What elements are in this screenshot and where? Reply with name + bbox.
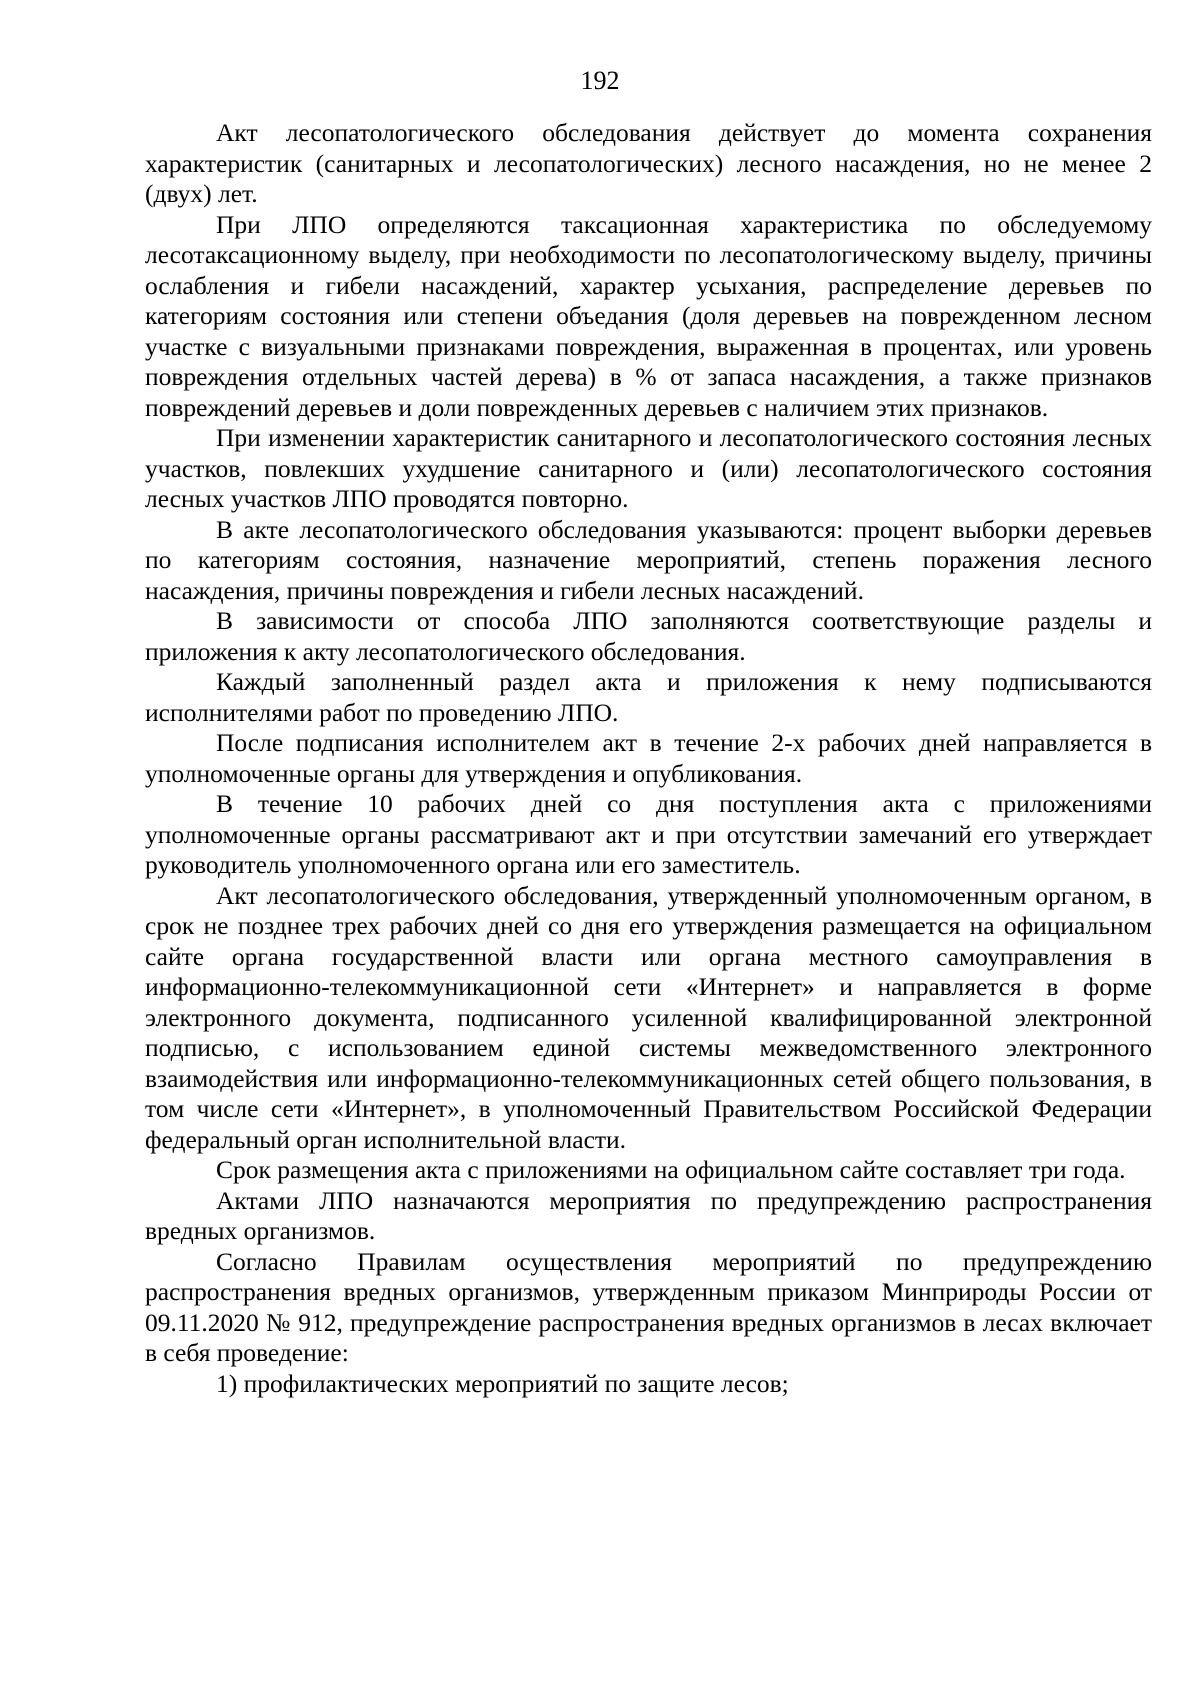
- page-number: 192: [580, 66, 620, 95]
- paragraph: 1) профилактических мероприятий по защите лесов;: [216, 1368, 789, 1398]
- paragraph: В зависимости от способа ЛПО заполняются соответствующие разделы и приложения к акту лесопатологического обследования.: [145, 606, 1152, 666]
- paragraph: В акте лесопатологического обследования указываются: процент выборки деревьев по категориям состояния, назначение мероприятий, степень поражения лесного насаждения, причины повреждения и гибели лесных насаждений.: [145, 514, 1152, 605]
- paragraph: Акт лесопатологического обследования действует до момента сохранения характеристик (санитарных и лесопатологических) лесного насаждения, но не менее 2 (двух) лет.: [145, 118, 1152, 208]
- body-text: [145, 118, 1152, 1399]
- paragraph: При изменении характеристик санитарного и лесопатологического состояния лесных участков, повлекших ухудшение санитарного и (или) лесопатологического состояния лесных участков ЛПО проводятся повторно.: [145, 423, 1152, 513]
- paragraph: Согласно Правилам осуществления мероприятий по предупреждению распространения вредных организмов, утвержденным приказом Минприроды России от 09.11.2020 № 912, предупреждение распространения вредных организмов в лесах включает в себя проведение:: [145, 1246, 1152, 1367]
- paragraph: При ЛПО определяются таксационная характеристика по обследуемому лесотаксационному выделу, при необходимости по лесопатологическому выделу, причины ослабления и гибели насаждений, характер усыхания, распределение деревьев по категориям состояния или степени объедания (доля деревьев на поврежденном лесном участке с визуальными признаками повреждения, выраженная в процентах, или уровень повреждения отдельных частей дерева) в % от запаса насаждения, а также признаков повреждений деревьев и доли поврежденных деревьев с наличием этих признаков.: [145, 209, 1152, 422]
- paragraph: В течение 10 рабочих дней со дня поступления акта с приложениями уполномоченные органы рассматривают акт и при отсутствии замечаний его утверждает руководитель уполномоченного органа или его заместитель.: [145, 789, 1152, 879]
- paragraph: Актами ЛПО назначаются мероприятия по предупреждению распространения вредных организмов.: [145, 1185, 1152, 1245]
- paragraph: Каждый заполненный раздел акта и приложения к нему подписываются исполнителями работ по проведению ЛПО.: [145, 667, 1152, 727]
- paragraph: Акт лесопатологического обследования, утвержденный уполномоченным органом, в срок не позднее трех рабочих дней со дня его утверждения размещается на официальном сайте органа государственной власти или органа местного самоуправления в информационно-телекоммуникационной сети «Интернет» и направляется в форме электронного документа, подписанного усиленной квалифицированной электронной подписью, с использованием единой системы межведомственного электронного взаимодействия или информационно-телекоммуникационных сетей общего пользования, в том числе сети «Интернет», в уполномоченный Правительством Российской Федерации федеральный орган исполнительной власти.: [145, 880, 1152, 1154]
- paragraph: Срок размещения акта с приложениями на официальном сайте составляет три года.: [216, 1155, 1126, 1184]
- paragraph: После подписания исполнителем акт в течение 2-х рабочих дней направляется в уполномоченные органы для утверждения и опубликования.: [145, 728, 1152, 788]
